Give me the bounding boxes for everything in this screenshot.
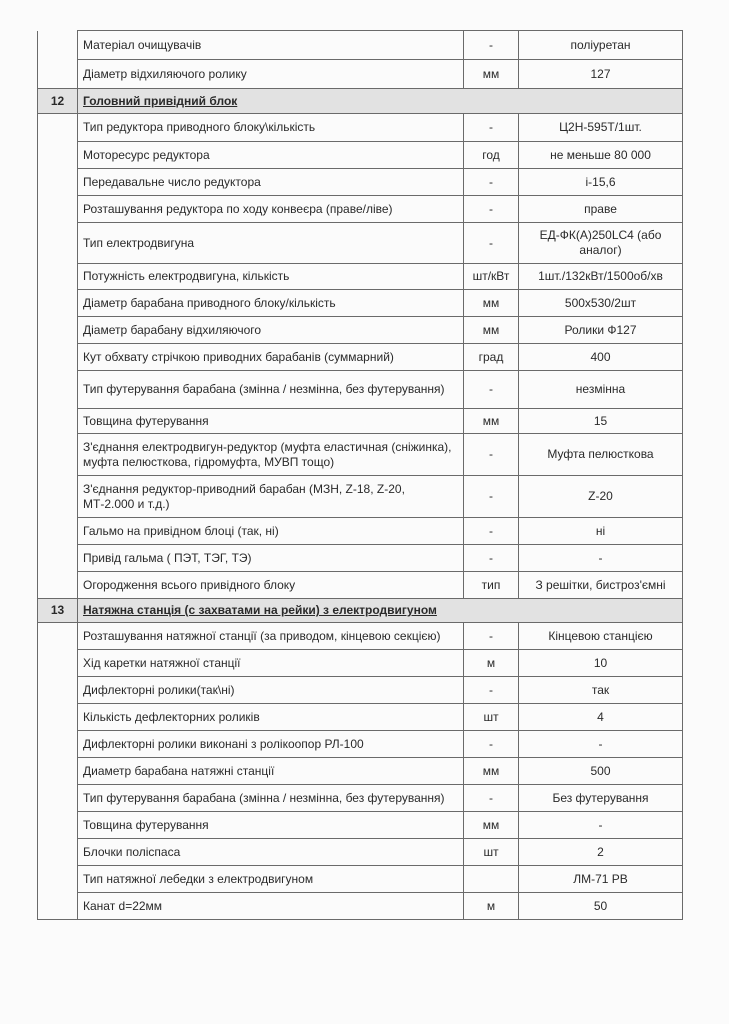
parameter-cell: З'єднання електродвигун-редуктор (муфта еластичная (сніжинка), муфта пелюсткова, гідромуфта, МУВП тощо) [78,434,464,476]
table-row [38,264,683,290]
unit-cell: шт [464,839,519,866]
table-row [38,317,683,344]
value-cell: ні [519,518,683,545]
value-cell: 500 [519,758,683,785]
unit-cell: тип [464,572,519,599]
section-header-row [38,599,683,623]
parameter-cell: Товщина футерування [78,812,464,839]
parameter-cell: Розташування натяжної станції (за приводом, кінцевою секцією) [78,623,464,650]
parameter-cell: Діаметр відхиляючого ролику [78,60,464,89]
value-cell: 10 [519,650,683,677]
section-number: 12 [38,89,78,114]
value-cell: Муфта пелюсткова [519,434,683,476]
row-number [38,371,78,409]
parameter-cell: Тип футерування барабана (змінна / незмінна, без футерування) [78,785,464,812]
table-row [38,518,683,545]
table-row [38,623,683,650]
unit-cell: шт [464,704,519,731]
row-number [38,545,78,572]
row-number [38,114,78,142]
row-number [38,31,78,60]
value-cell: поліуретан [519,31,683,60]
parameter-cell: Товщина футерування [78,409,464,434]
table-row [38,114,683,142]
row-number [38,893,78,920]
unit-cell: - [464,677,519,704]
unit-cell: год [464,142,519,169]
table-row [38,866,683,893]
table-row [38,142,683,169]
unit-cell: - [464,545,519,572]
parameter-cell: Дифлекторні ролики виконані з ролікоопор РЛ-100 [78,731,464,758]
value-cell: Z-20 [519,476,683,518]
row-number [38,758,78,785]
unit-cell: шт/кВт [464,264,519,290]
value-cell: - [519,812,683,839]
table-row [38,758,683,785]
value-cell: незмінна [519,371,683,409]
value-cell: - [519,731,683,758]
parameter-cell: Кут обхвату стрічкою приводних барабанів (суммарний) [78,344,464,371]
section-title: Натяжна станція (с захватами на рейки) з електродвигуном [78,599,683,623]
unit-cell: - [464,518,519,545]
row-number [38,409,78,434]
unit-cell: град [464,344,519,371]
table-row [38,409,683,434]
unit-cell: - [464,196,519,223]
value-cell: 400 [519,344,683,371]
parameter-cell: Матеріал очищувачів [78,31,464,60]
parameter-cell: Тип натяжної лебедки з електродвигуном [78,866,464,893]
row-number [38,434,78,476]
unit-cell: - [464,223,519,264]
value-cell: 2 [519,839,683,866]
table-row [38,31,683,60]
row-number [38,866,78,893]
value-cell: 500х530/2шт [519,290,683,317]
row-number [38,264,78,290]
row-number [38,169,78,196]
unit-cell: - [464,731,519,758]
table-row [38,196,683,223]
row-number [38,572,78,599]
table-row [38,677,683,704]
parameter-cell: Хід каретки натяжної станції [78,650,464,677]
value-cell: 1шт./132кВт/1500об/хв [519,264,683,290]
value-cell: Ц2Н-595Т/1шт. [519,114,683,142]
row-number [38,142,78,169]
unit-cell: мм [464,290,519,317]
row-number [38,476,78,518]
table-row [38,476,683,518]
row-number [38,60,78,89]
value-cell: - [519,545,683,572]
parameter-cell: Диаметр барабана натяжні станції [78,758,464,785]
value-cell: 15 [519,409,683,434]
parameter-cell: Тип редуктора приводного блоку\кількість [78,114,464,142]
table-row [38,731,683,758]
parameter-cell: Привід гальма ( ПЭТ, ТЭГ, ТЭ) [78,545,464,572]
table-row [38,650,683,677]
row-number [38,839,78,866]
value-cell: не меньше 80 000 [519,142,683,169]
unit-cell: - [464,371,519,409]
value-cell: ЛМ-71 РВ [519,866,683,893]
parameter-cell: Кількість дефлекторних роликів [78,704,464,731]
table-row [38,704,683,731]
row-number [38,785,78,812]
value-cell: 4 [519,704,683,731]
specification-table [37,30,683,920]
unit-cell: мм [464,758,519,785]
table-row [38,434,683,476]
unit-cell: - [464,114,519,142]
unit-cell: мм [464,812,519,839]
unit-cell: - [464,476,519,518]
table-row [38,223,683,264]
parameter-cell: Тип футерування барабана (змінна / незмінна, без футерування) [78,371,464,409]
table-row [38,812,683,839]
parameter-cell: Діаметр барабана приводного блоку/кількість [78,290,464,317]
value-cell: Ролики Ф127 [519,317,683,344]
parameter-cell: Розташування редуктора по ходу конвеєра (праве/ліве) [78,196,464,223]
row-number [38,623,78,650]
parameter-cell: Огородження всього привідного блоку [78,572,464,599]
unit-cell: - [464,623,519,650]
value-cell: так [519,677,683,704]
row-number [38,196,78,223]
unit-cell: - [464,169,519,196]
row-number [38,731,78,758]
row-number [38,223,78,264]
section-number: 13 [38,599,78,623]
table-row [38,290,683,317]
table-row [38,169,683,196]
parameter-cell: Моторесурс редуктора [78,142,464,169]
unit-cell: - [464,785,519,812]
row-number [38,518,78,545]
unit-cell: мм [464,409,519,434]
row-number [38,677,78,704]
parameter-cell: Передавальне число редуктора [78,169,464,196]
value-cell: 127 [519,60,683,89]
table-row [38,60,683,89]
value-cell: 50 [519,893,683,920]
value-cell: З решітки, бистроз'ємні [519,572,683,599]
parameter-cell: Блочки поліспаса [78,839,464,866]
parameter-cell: Діаметр барабану відхиляючого [78,317,464,344]
unit-cell: мм [464,60,519,89]
unit-cell: м [464,650,519,677]
row-number [38,317,78,344]
row-number [38,812,78,839]
unit-cell: м [464,893,519,920]
row-number [38,704,78,731]
table-row [38,839,683,866]
table-row [38,785,683,812]
table-row [38,344,683,371]
parameter-cell: Гальмо на привідном блоці (так, ні) [78,518,464,545]
value-cell: праве [519,196,683,223]
row-number [38,344,78,371]
value-cell: Кінцевою станцією [519,623,683,650]
table-row [38,893,683,920]
row-number [38,290,78,317]
parameter-cell: З'єднання редуктор-приводний барабан (МЗН, Z-18, Z-20, МТ-2.000 и т.д.) [78,476,464,518]
section-title: Головний привідний блок [78,89,683,114]
parameter-cell: Дифлекторні ролики(так\ні) [78,677,464,704]
unit-cell: мм [464,317,519,344]
table-row [38,545,683,572]
value-cell: Без футерування [519,785,683,812]
parameter-cell: Тип електродвигуна [78,223,464,264]
row-number [38,650,78,677]
table-row [38,371,683,409]
parameter-cell: Потужність електродвигуна, кількість [78,264,464,290]
table-row [38,572,683,599]
unit-cell [464,866,519,893]
unit-cell: - [464,434,519,476]
section-header-row [38,89,683,114]
value-cell: ЕД-ФК(А)250LC4 (або аналог) [519,223,683,264]
value-cell: і-15,6 [519,169,683,196]
parameter-cell: Канат d=22мм [78,893,464,920]
unit-cell: - [464,31,519,60]
